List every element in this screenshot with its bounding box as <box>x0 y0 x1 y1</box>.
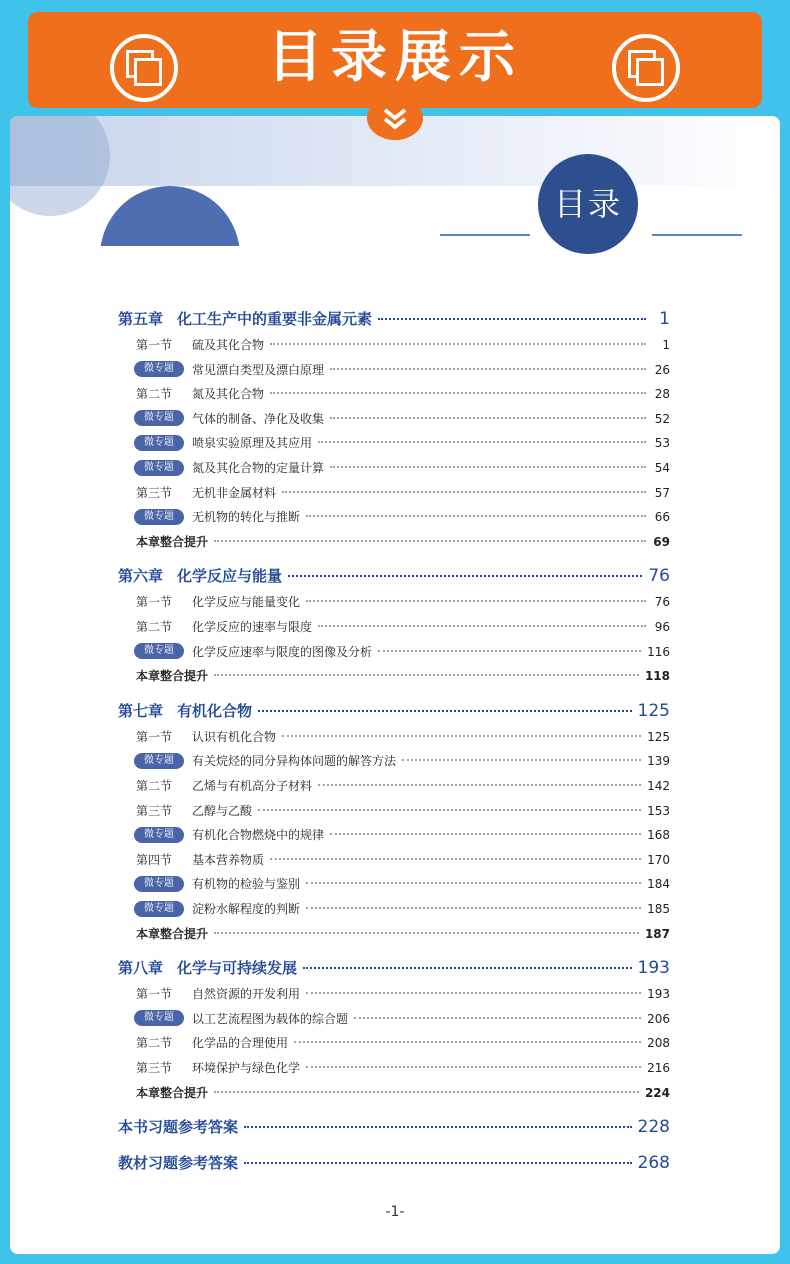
entry-title: 化学与可持续发展 <box>177 959 298 978</box>
toc-summary-row <box>118 667 670 684</box>
dot-leader <box>378 649 641 652</box>
entry-page-number: 153 <box>647 803 670 818</box>
toc-topic-row <box>118 434 670 451</box>
dot-leader <box>318 440 646 443</box>
toc-topic-row <box>118 643 670 660</box>
entry-title: 本章整合提升 <box>136 926 209 941</box>
entry-title: 氮及其化合物的定量计算 <box>192 461 325 475</box>
entry-page-number: 118 <box>644 669 670 684</box>
toc-topic-row <box>118 508 670 525</box>
toc-section-row <box>118 1034 670 1051</box>
micro-topic-badge: 微专题 <box>134 1010 184 1026</box>
toc-summary-row <box>118 533 670 550</box>
banner <box>28 12 762 108</box>
micro-topic-badge: 微专题 <box>134 361 184 377</box>
dot-leader <box>330 465 646 468</box>
entry-page-number: 53 <box>654 436 670 451</box>
dot-leader <box>258 709 632 712</box>
entry-title: 喷泉实验原理及其应用 <box>192 436 313 451</box>
dot-leader <box>354 1016 641 1019</box>
entry-page-number: 193 <box>637 958 670 979</box>
dot-leader <box>306 906 641 909</box>
entry-title: 教材习题参考答案 <box>118 1154 239 1173</box>
entry-title: 认识有机化合物 <box>192 729 277 744</box>
dot-leader <box>214 539 646 542</box>
toc-section-row <box>118 618 670 635</box>
entry-title: 化工生产中的重要非金属元素 <box>177 310 373 328</box>
toc-section-row <box>118 336 670 353</box>
entry-title: 有机物的检验与鉴别 <box>192 877 301 892</box>
micro-topic-badge: 微专题 <box>134 901 184 917</box>
toc-chapter-row <box>118 957 670 978</box>
entry-title: 化学反应与能量 <box>177 567 283 586</box>
section-number: 第一节 <box>136 987 173 1002</box>
chapter-number: 第八章 <box>118 959 164 978</box>
entry-title: 淀粉水解程度的判断 <box>192 902 301 916</box>
entry-title: 本书习题参考答案 <box>118 1118 239 1137</box>
micro-topic-badge: 微专题 <box>134 753 184 769</box>
dot-leader <box>294 1040 641 1043</box>
dot-leader <box>330 367 646 370</box>
dot-leader <box>214 673 639 676</box>
entry-page-number: 116 <box>647 644 670 659</box>
dot-leader <box>288 574 642 577</box>
entry-page-number: 208 <box>647 1036 670 1051</box>
entry-page-number: 139 <box>647 754 670 769</box>
toc-section-row <box>118 728 670 745</box>
dot-leader <box>282 734 641 737</box>
toc-chapter-row <box>118 1152 670 1173</box>
entry-page-number: 184 <box>647 877 670 892</box>
planet-illustration <box>10 116 270 246</box>
dot-leader <box>303 966 632 969</box>
section-number: 第三节 <box>136 485 173 500</box>
dot-leader <box>306 881 641 884</box>
toc-topic-row <box>118 875 670 892</box>
entry-title: 本章整合提升 <box>136 534 209 549</box>
chevron-down-icon <box>367 96 423 140</box>
toc-chapter-row <box>118 565 670 586</box>
dot-leader <box>214 931 639 934</box>
dot-leader <box>214 1090 639 1093</box>
micro-topic-badge: 微专题 <box>134 460 184 476</box>
entry-title: 乙醇与乙酸 <box>192 803 253 818</box>
entry-page-number: 76 <box>648 566 670 587</box>
toc-topic-row <box>118 410 670 427</box>
entry-title: 本章整合提升 <box>136 1085 209 1100</box>
section-number: 第四节 <box>136 852 173 867</box>
book-icon <box>612 34 680 102</box>
dot-leader <box>306 599 646 602</box>
section-number: 第二节 <box>136 387 173 402</box>
entry-title: 无机物的转化与推断 <box>192 510 301 525</box>
toc-section-row <box>118 1059 670 1076</box>
dot-leader <box>306 991 641 994</box>
entry-title: 以工艺流程图为载体的综合题 <box>192 1011 349 1026</box>
section-number: 第一节 <box>136 729 173 744</box>
dot-leader <box>270 342 646 345</box>
entry-page-number: 168 <box>647 828 670 843</box>
micro-topic-badge: 微专题 <box>134 435 184 451</box>
entry-page-number: 1 <box>662 338 670 352</box>
toc-section-row <box>118 985 670 1002</box>
entry-page-number: 224 <box>644 1085 670 1100</box>
toc-topic-row <box>118 826 670 843</box>
toc-section-row <box>118 593 670 610</box>
section-number: 第二节 <box>136 779 173 793</box>
entry-title: 基本营养物质 <box>192 852 265 867</box>
chapter-number: 第五章 <box>118 310 164 328</box>
toc-topic-row <box>118 459 670 476</box>
section-number: 第二节 <box>136 620 173 634</box>
entry-page-number: 185 <box>647 902 670 916</box>
page-number: -1- <box>385 1204 405 1220</box>
toc-chapter-row <box>118 700 670 721</box>
chapter-number: 第七章 <box>118 701 164 720</box>
dot-leader <box>282 490 646 493</box>
entry-page-number: 1 <box>659 309 670 329</box>
dot-leader <box>244 1125 632 1128</box>
section-number: 第三节 <box>136 1061 173 1075</box>
entry-page-number: 57 <box>654 485 670 500</box>
toc-summary-row <box>118 925 670 942</box>
dot-leader <box>270 857 641 860</box>
toc-section-row <box>118 851 670 868</box>
dot-leader <box>318 783 641 786</box>
entry-page-number: 216 <box>647 1061 670 1075</box>
entry-page-number: 125 <box>637 700 670 721</box>
toc-topic-row <box>118 361 670 378</box>
entry-title: 化学品的合理使用 <box>192 1036 289 1051</box>
entry-page-number: 66 <box>654 510 670 525</box>
entry-page-number: 76 <box>654 595 670 610</box>
entry-title: 无机非金属材料 <box>192 485 277 500</box>
entry-page-number: 193 <box>647 987 670 1002</box>
micro-topic-badge: 微专题 <box>134 410 184 426</box>
dot-leader <box>306 514 646 517</box>
entry-title: 硫及其化合物 <box>192 338 265 352</box>
entry-title: 有机化合物燃烧中的规律 <box>192 828 325 843</box>
entry-page-number: 52 <box>654 411 670 426</box>
entry-title: 乙烯与有机高分子材料 <box>192 779 313 793</box>
entry-page-number: 96 <box>654 620 670 634</box>
micro-topic-badge: 微专题 <box>134 509 184 525</box>
micro-topic-badge: 微专题 <box>134 827 184 843</box>
entry-title: 化学反应的速率与限度 <box>192 620 313 634</box>
dot-leader <box>330 416 646 419</box>
entry-page-number: 206 <box>647 1011 670 1026</box>
entry-page-number: 142 <box>647 779 670 793</box>
entry-title: 有机化合物 <box>177 701 253 720</box>
micro-topic-badge: 微专题 <box>134 876 184 892</box>
entry-title: 常见漂白类型及漂白原理 <box>192 362 325 377</box>
micro-topic-badge: 微专题 <box>134 643 184 659</box>
toc-topic-row <box>118 1010 670 1027</box>
entry-title: 气体的制备、净化及收集 <box>192 411 325 426</box>
toc-page <box>10 116 780 1254</box>
dot-leader <box>378 317 646 320</box>
entry-title: 化学反应与能量变化 <box>192 595 301 610</box>
entry-page-number: 26 <box>654 362 670 377</box>
toc-summary-row <box>118 1084 670 1101</box>
chapter-number: 第六章 <box>118 567 164 586</box>
entry-page-number: 125 <box>647 729 670 744</box>
banner-title: 目录展示 <box>267 25 523 90</box>
dot-leader <box>306 1065 641 1068</box>
entry-page-number: 54 <box>654 461 670 475</box>
dot-leader <box>244 1161 632 1164</box>
dot-leader <box>270 391 646 394</box>
entry-title: 本章整合提升 <box>136 669 209 684</box>
section-number: 第二节 <box>136 1036 173 1051</box>
entry-title: 有关烷烃的同分异构体问题的解答方法 <box>192 754 397 769</box>
entry-page-number: 170 <box>647 852 670 867</box>
entry-page-number: 28 <box>654 387 670 402</box>
section-number: 第一节 <box>136 338 173 352</box>
toc-section-row <box>118 484 670 501</box>
entry-title: 环境保护与绿色化学 <box>192 1061 301 1075</box>
dot-leader <box>402 758 641 761</box>
toc-chapter-row <box>118 1116 670 1137</box>
page-title: 目录 <box>538 154 638 254</box>
section-number: 第三节 <box>136 803 173 818</box>
entry-title: 氮及其化合物 <box>192 387 265 402</box>
entry-page-number: 187 <box>644 926 670 941</box>
entry-page-number: 268 <box>637 1153 670 1174</box>
toc-chapter-row <box>118 308 670 329</box>
dot-leader <box>330 832 641 835</box>
toc-section-row <box>118 802 670 819</box>
entry-page-number: 69 <box>653 534 670 549</box>
toc-section-row <box>118 777 670 794</box>
entry-title: 自然资源的开发利用 <box>192 987 301 1002</box>
toc-section-row <box>118 385 670 402</box>
section-number: 第一节 <box>136 595 173 610</box>
entry-title: 化学反应速率与限度的图像及分析 <box>192 644 373 659</box>
entry-page-number: 228 <box>637 1117 670 1138</box>
toc-topic-row <box>118 900 670 917</box>
dot-leader <box>258 808 641 811</box>
toc-topic-row <box>118 752 670 769</box>
dot-leader <box>318 624 646 627</box>
